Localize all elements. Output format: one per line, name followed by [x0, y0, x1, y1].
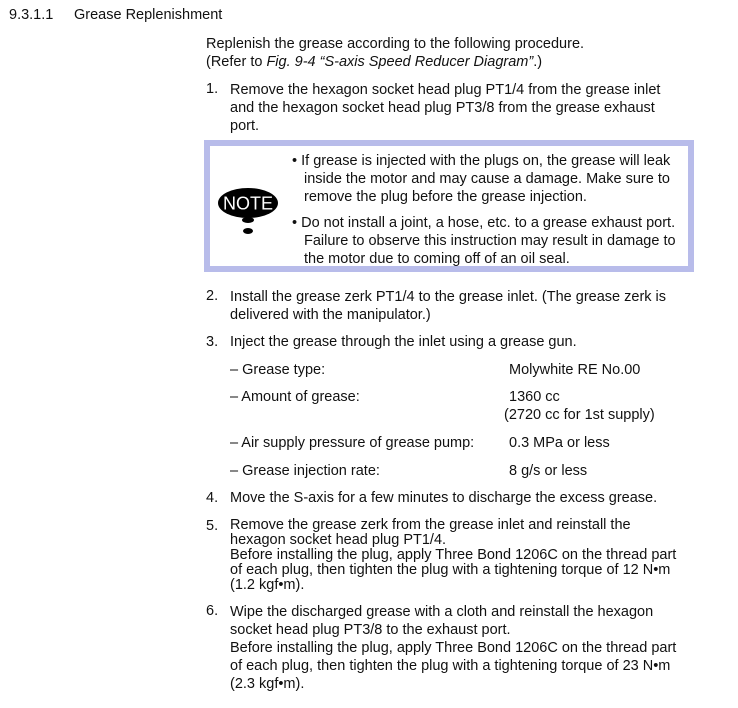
- spec-grease-type-label: – Grease type:: [230, 362, 326, 378]
- step-6-line-4: of each plug, then tighten the plug with a tightening torque of 23 N•m: [230, 658, 671, 674]
- note-bullet-2-line-1: • Do not install a joint, a hose, etc. to a grease exhaust port.: [292, 215, 676, 231]
- step-3-text: Inject the grease through the inlet using a grease gun.: [230, 334, 577, 350]
- spec-amount-value-note: (2720 cc for 1st supply): [504, 407, 655, 423]
- step-2-line-2: delivered with the manipulator.): [230, 307, 431, 323]
- step-1-line-2: and the hexagon socket head plug PT3/8 from the grease exhaust: [230, 100, 655, 116]
- step-6-text: [230, 603, 676, 693]
- spec-rate-value: 8 g/s or less: [509, 463, 588, 479]
- spec-amount-label: – Amount of grease:: [230, 389, 360, 405]
- note-bullet-1: [292, 152, 670, 206]
- spec-amount-value: 1360 cc: [509, 389, 560, 405]
- step-6-line-1: Wipe the discharged grease with a cloth and reinstall the hexagon: [230, 604, 654, 620]
- step-1-line-1: Remove the hexagon socket head plug PT1/4 from the grease inlet: [230, 82, 661, 98]
- step-6-line-2: socket head plug PT3/8 to the exhaust port.: [230, 622, 511, 638]
- step-5-line-4: of each plug, then tighten the plug with a tightening torque of 12 N•m: [230, 562, 671, 578]
- step-1-line-3: port.: [230, 118, 260, 134]
- step-5-line-2: hexagon socket head plug PT1/4.: [230, 532, 447, 548]
- note-bullet-2-line-2: Failure to observe this instruction may result in damage to: [304, 233, 676, 249]
- step-5-text: [230, 518, 676, 593]
- step-6-line-3: Before installing the plug, apply Three Bond 1206C on the thread part: [230, 640, 677, 656]
- note-bullet-1-line-2: inside the motor and may cause a damage. Make sure to: [304, 171, 670, 187]
- note-icon: [217, 180, 279, 236]
- spec-rate-label: – Grease injection rate:: [230, 463, 380, 479]
- reference-open: (Refer to: [206, 54, 267, 70]
- step-2-text: [230, 288, 666, 324]
- section-number: 9.3.1.1: [9, 7, 54, 23]
- step-2-number: 2.: [206, 288, 219, 304]
- step-3-number: 3.: [206, 334, 219, 350]
- note-box: [204, 140, 694, 272]
- note-bullet-1-line-3: remove the plug before the grease injection.: [304, 189, 587, 205]
- step-1-text: [230, 81, 660, 135]
- step-4-text: Move the S-axis for a few minutes to discharge the excess grease.: [230, 490, 658, 506]
- note-label: NOTE: [222, 193, 274, 214]
- reference-close: .): [533, 54, 543, 70]
- spec-pressure-label: – Air supply pressure of grease pump:: [230, 435, 475, 451]
- step-1-number: 1.: [206, 81, 219, 97]
- section-title: Grease Replenishment: [74, 7, 223, 23]
- step-5-line-1: Remove the grease zerk from the grease inlet and reinstall the: [230, 517, 631, 533]
- step-5-line-5: (1.2 kgf•m).: [230, 577, 305, 593]
- spec-pressure-value: 0.3 MPa or less: [509, 435, 610, 451]
- step-2-line-1: Install the grease zerk PT1/4 to the grease inlet. (The grease zerk is: [230, 289, 667, 305]
- note-bullet-1-line-1: • If grease is injected with the plugs on, the grease will leak: [292, 153, 671, 169]
- note-bullet-2-line-3: the motor due to coming off of an oil seal.: [304, 251, 570, 267]
- step-6-line-5: (2.3 kgf•m).: [230, 676, 305, 692]
- step-6-number: 6.: [206, 603, 219, 619]
- spec-grease-type-value: Molywhite RE No.00: [509, 362, 641, 378]
- figure-reference: Fig. 9-4 “S-axis Speed Reducer Diagram”: [266, 54, 534, 70]
- intro-line: Replenish the grease according to the following procedure.: [206, 36, 585, 52]
- intro-reference: [206, 54, 542, 70]
- step-5-number: 5.: [206, 518, 219, 534]
- step-4-number: 4.: [206, 490, 219, 506]
- note-bullet-2: [292, 214, 676, 268]
- step-5-line-3: Before installing the plug, apply Three Bond 1206C on the thread part: [230, 547, 677, 563]
